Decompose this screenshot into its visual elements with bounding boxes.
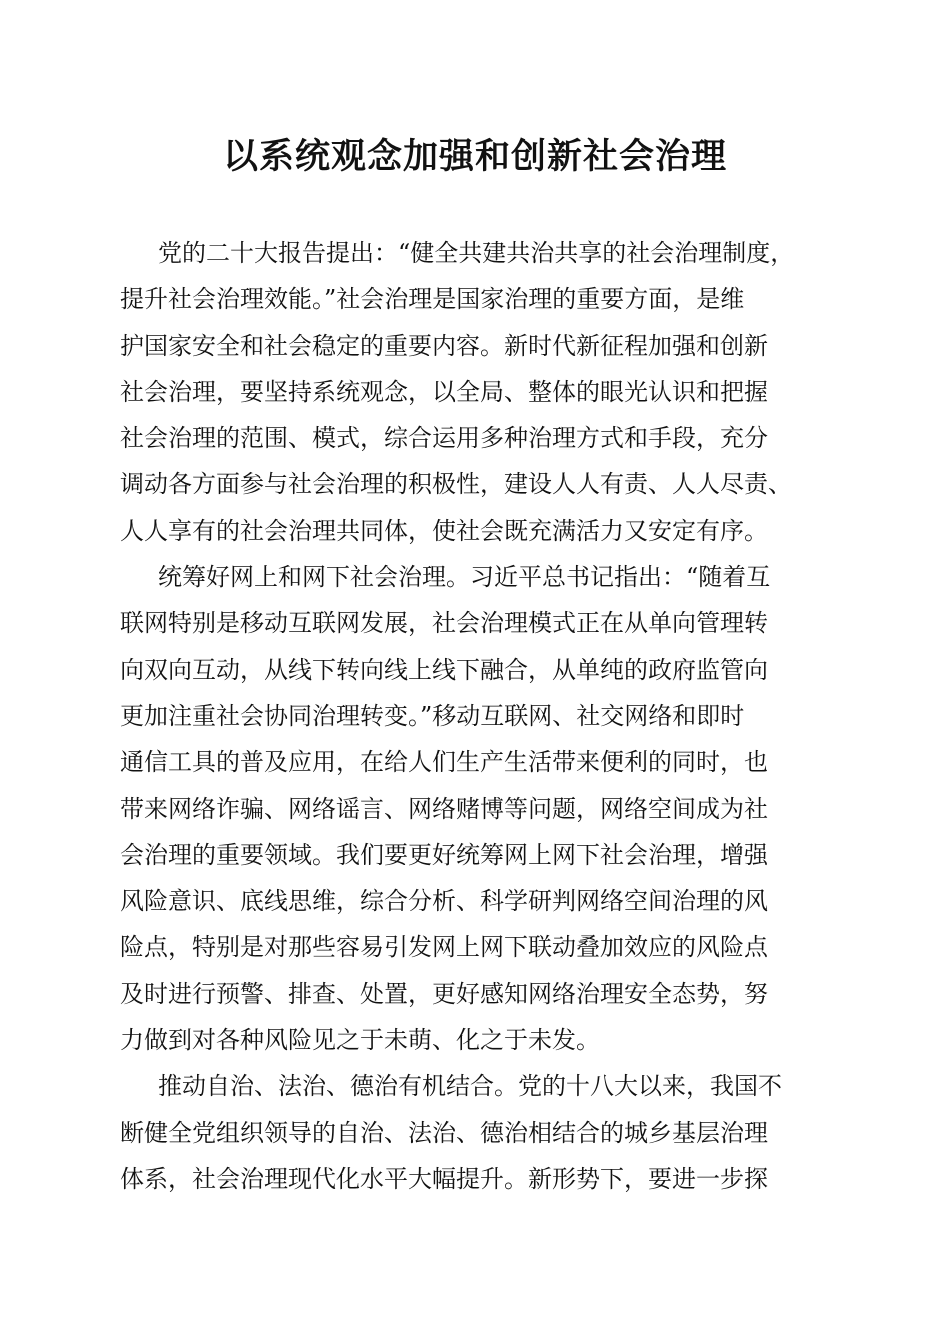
paragraph-3: [120, 1063, 830, 1202]
paragraph-line: 更加注重社会协同治理转变。”移动互联网、社交网络和即时: [120, 701, 745, 730]
paragraph-line: 通信工具的普及应用，在给人们生产生活带来便利的同时，也: [120, 748, 768, 777]
paragraph-line: 风险意识、底线思维，综合分析、科学研判网络空间治理的风: [120, 887, 768, 916]
paragraph-2: [120, 554, 830, 1063]
paragraph-line: 联网特别是移动互联网发展，社会治理模式正在从单向管理转: [120, 609, 768, 638]
paragraph-line: 护国家安全和社会稳定的重要内容。新时代新征程加强和创新: [120, 331, 768, 360]
paragraph-line: 断健全党组织领导的自治、法治、德治相结合的城乡基层治理: [120, 1118, 768, 1147]
paragraph-line: 提升社会治理效能。”社会治理是国家治理的重要方面，是维: [120, 285, 745, 314]
paragraph-line: 党的二十大报告提出：“健全共建共治共享的社会治理制度，: [158, 239, 795, 267]
paragraph-line: 会治理的重要领域。我们要更好统筹网上网下社会治理，增强: [120, 840, 768, 869]
paragraph-line: 体系，社会治理现代化水平大幅提升。新形势下，要进一步探: [120, 1164, 768, 1193]
paragraph-1: [120, 230, 830, 554]
document-body: [120, 230, 830, 1202]
paragraph-line: 力做到对各种风险见之于未萌、化之于未发。: [120, 1026, 600, 1055]
paragraph-line: 调动各方面参与社会治理的积极性，建设人人有责、人人尽责、: [120, 470, 792, 499]
paragraph-line: 社会治理，要坚持系统观念，以全局、整体的眼光认识和把握: [120, 377, 768, 406]
paragraph-line: 向双向互动，从线下转向线上线下融合，从单纯的政府监管向: [120, 655, 768, 684]
paragraph-line: 社会治理的范围、模式，综合运用多种治理方式和手段，充分: [120, 424, 768, 453]
paragraph-line: 险点，特别是对那些容易引发网上网下联动叠加效应的风险点: [120, 933, 768, 962]
paragraph-line: 统筹好网上和网下社会治理。习近平总书记指出：“随着互: [158, 563, 771, 592]
paragraph-line: 人人享有的社会治理共同体，使社会既充满活力又安定有序。: [120, 516, 768, 545]
paragraph-line: 及时进行预警、排查、处置，更好感知网络治理安全态势，努: [120, 979, 768, 1008]
paragraph-line: 带来网络诈骗、网络谣言、网络赌博等问题，网络空间成为社: [120, 794, 768, 823]
paragraph-line: 推动自治、法治、德治有机结合。党的十八大以来，我国不: [158, 1072, 782, 1101]
document-title: 以系统观念加强和创新社会治理: [222, 136, 727, 177]
